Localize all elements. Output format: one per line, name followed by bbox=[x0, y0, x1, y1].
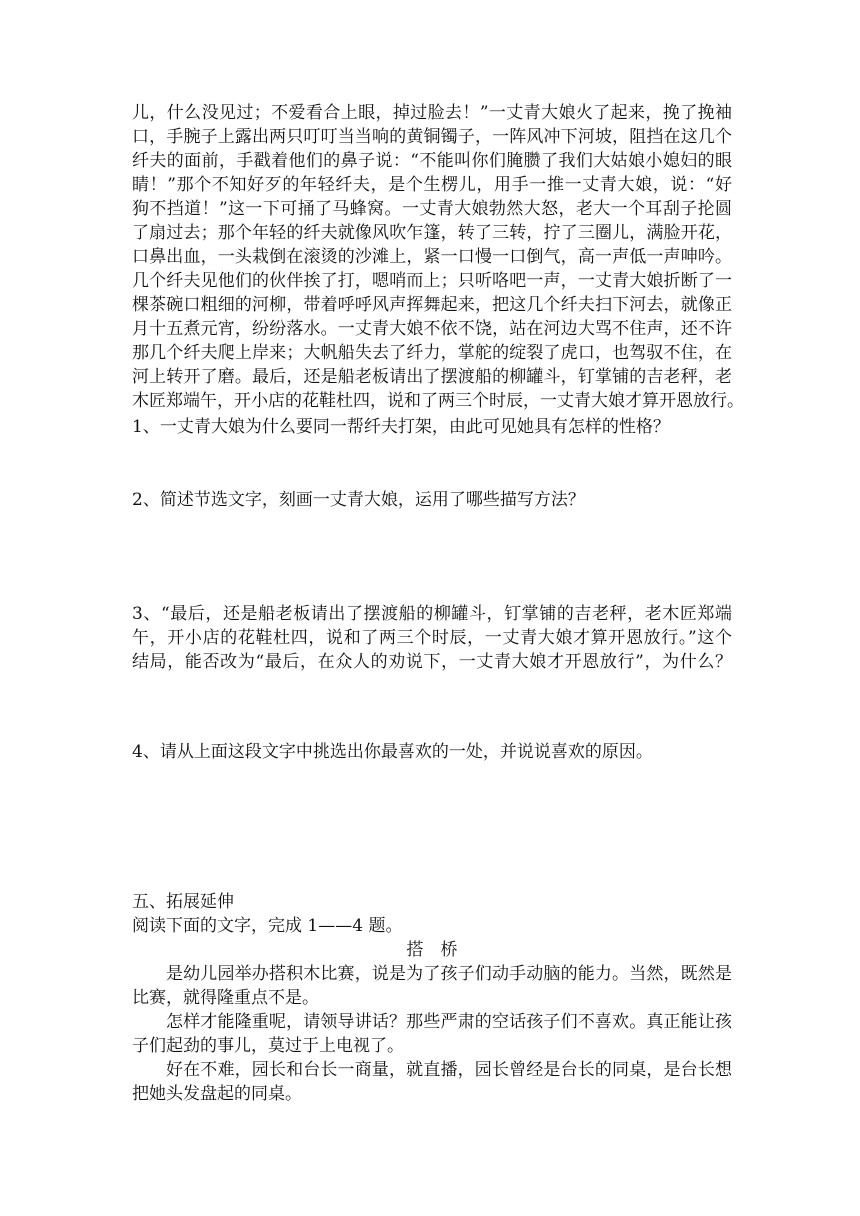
passage-line: 儿，什么没见过；不爱看合上眼，掉过脸去！”一丈青大娘火了起来，挽了挽袖 bbox=[132, 103, 732, 123]
passage-excerpt bbox=[132, 101, 744, 413]
passage-line: 棵茶碗口粗细的河柳，带着呼呼风声挥舞起来，把这几个纤夫扫下河去，就像正 bbox=[132, 295, 732, 315]
passage-line: 木匠郑端午，开小店的花鞋杜四，说和了两三个时辰，一丈青大娘才算开恩放行。 bbox=[132, 391, 744, 411]
passage-line: 河上转开了磨。最后，还是船老板请出了摆渡船的柳罐斗，钉掌铺的吉老秤，老 bbox=[132, 367, 732, 387]
story-paragraph-line: 比赛，就得隆重点不是。 bbox=[132, 988, 319, 1008]
story-paragraph-line: 好在不难，园长和台长一商量，就直播，园长曾经是台长的同桌，是台长想 bbox=[166, 1060, 732, 1080]
passage-line: 了扇过去；那个年轻的纤夫就像风吹乍篷，转了三转，拧了三圈儿，满脸开花， bbox=[132, 223, 732, 243]
passage-line: 口，手腕子上露出两只叮叮当当响的黄铜镯子，一阵风冲下河坡，阻挡在这几个 bbox=[132, 127, 732, 147]
story-paragraph-line: 是幼儿园举办搭积木比赛，说是为了孩子们动手动脑的能力。当然，既然是 bbox=[166, 964, 732, 984]
story-paragraph-line: 子们起劲的事儿，莫过于上电视了。 bbox=[132, 1036, 404, 1056]
question-3: 3、“最后，还是船老板请出了摆渡船的柳罐斗，钉掌铺的吉老秤，老木匠郑端 午，开小店的花鞋杜四，说和了两三个时辰，一丈青大娘才算开恩放行。”这个 结局，能否改为“最后，在众人的劝说下，一丈青大娘才开恩放行”，为什么？ bbox=[132, 604, 732, 672]
passage-line: 睛！”那个不知好歹的年轻纤夫，是个生楞儿，用手一推一丈青大娘，说：“好 bbox=[132, 175, 732, 195]
story-title: 搭 桥 bbox=[406, 940, 458, 960]
story-paragraph-line: 把她头发盘起的同桌。 bbox=[132, 1084, 302, 1104]
question-2: 2、简述节选文字，刻画一丈青大娘，运用了哪些描写方法？ bbox=[132, 490, 585, 510]
section-heading: 五、拓展延伸 bbox=[132, 892, 234, 912]
passage-line: 口鼻出血，一头栽倒在滚烫的沙滩上，紧一口慢一口倒气，高一声低一声呻吟。 bbox=[132, 247, 732, 267]
question-4: 4、请从上面这段文字中挑选出你最喜欢的一处，并说说喜欢的原因。 bbox=[132, 742, 653, 762]
passage-line: 狗不挡道！”这一下可捅了马蜂窝。一丈青大娘勃然大怒，老大一个耳刮子抡圆 bbox=[132, 199, 732, 219]
passage-line: 纤夫的面前，手戳着他们的鼻子说：“不能叫你们腌臜了我们大姑娘小媳妇的眼 bbox=[132, 151, 732, 171]
passage-line: 几个纤夫见他们的伙伴挨了打，嗯哨而上；只听咯吧一声，一丈青大娘折断了一 bbox=[132, 271, 732, 291]
passage-line: 月十五煮元宵，纷纷落水。一丈青大娘不依不饶，站在河边大骂不住声，还不许 bbox=[132, 319, 732, 339]
story-paragraph-line: 怎样才能隆重呢，请领导讲话？那些严肃的空话孩子们不喜欢。真正能让孩 bbox=[166, 1012, 732, 1032]
passage-line: 那几个纤夫爬上岸来；大帆船失去了纤力，掌舵的绽裂了虎口，也驾驭不住，在 bbox=[132, 343, 732, 363]
question-1: 1、一丈青大娘为什么要同一帮纤夫打架，由此可见她具有怎样的性格？ bbox=[132, 417, 670, 437]
section-5 bbox=[132, 890, 732, 1106]
section-instruction: 阅读下面的文字，完成 1——4 题。 bbox=[132, 916, 403, 936]
